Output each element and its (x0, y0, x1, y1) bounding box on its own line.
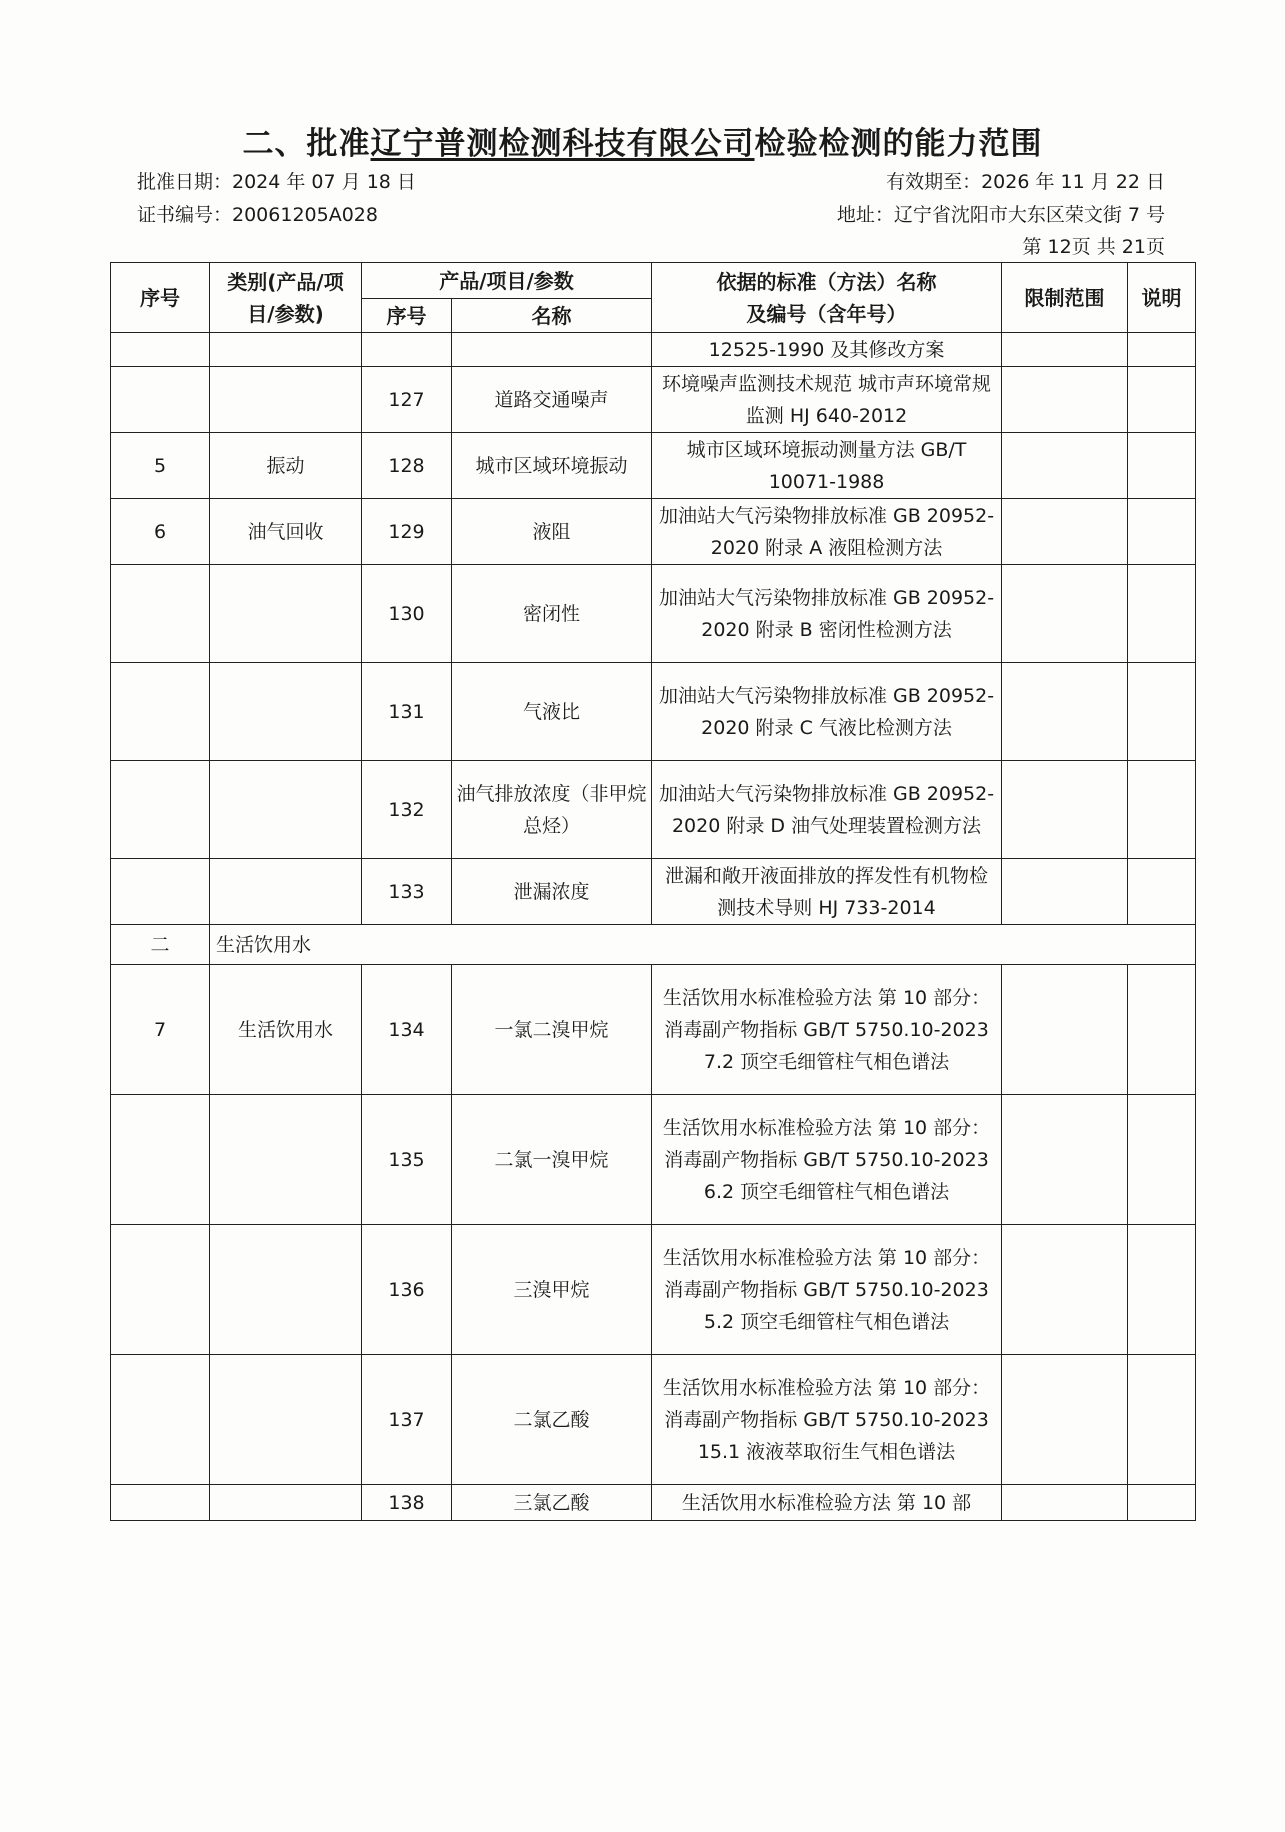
cell-item-name (452, 333, 652, 367)
cell-limit (1002, 499, 1128, 565)
cell-item-name: 一氯二溴甲烷 (452, 965, 652, 1095)
cell-note (1128, 1485, 1196, 1521)
cell-category: 振动 (210, 433, 362, 499)
cell-limit (1002, 859, 1128, 925)
cell-seq (111, 333, 210, 367)
cell-note (1128, 565, 1196, 663)
header-category: 类别(产品/项 目/参数) (210, 263, 362, 333)
cell-limit (1002, 333, 1128, 367)
cell-item-name: 二氯乙酸 (452, 1355, 652, 1485)
cell-item-name: 密闭性 (452, 565, 652, 663)
cell-limit (1002, 433, 1128, 499)
cell-standard: 生活饮用水标准检验方法 第 10 部分：消毒副产物指标 GB/T 5750.10-2023 7.2 顶空毛细管柱气相色谱法 (652, 965, 1002, 1095)
cell-seq (111, 367, 210, 433)
table-row (111, 663, 1196, 761)
cell-item-name: 三溴甲烷 (452, 1225, 652, 1355)
cell-note (1128, 333, 1196, 367)
cell-item-seq: 129 (362, 499, 452, 565)
cell-limit (1002, 1355, 1128, 1485)
cell-note (1128, 367, 1196, 433)
page-info: 第 12页 共 21页 (1022, 236, 1165, 258)
cell-seq (111, 663, 210, 761)
table-row (111, 761, 1196, 859)
cell-note (1128, 1355, 1196, 1485)
cell-limit (1002, 663, 1128, 761)
section-label: 生活饮用水 (210, 925, 1196, 965)
header-limit: 限制范围 (1002, 263, 1128, 333)
header-item-seq: 序号 (362, 299, 452, 333)
cell-item-name: 液阻 (452, 499, 652, 565)
cell-category (210, 1485, 362, 1521)
cell-item-name: 油气排放浓度（非甲烷总烃） (452, 761, 652, 859)
table-row (111, 1095, 1196, 1225)
header-seq: 序号 (111, 263, 210, 333)
cell-category (210, 367, 362, 433)
valid-until: 有效期至：2026 年 11 月 22 日 (886, 171, 1165, 193)
page-title (0, 118, 1285, 163)
table-row (111, 367, 1196, 433)
cell-category: 油气回收 (210, 499, 362, 565)
section-seq: 二 (111, 925, 210, 965)
cell-standard: 环境噪声监测技术规范 城市声环境常规监测 HJ 640-2012 (652, 367, 1002, 433)
cell-note (1128, 859, 1196, 925)
cell-seq (111, 859, 210, 925)
cell-item-seq: 133 (362, 859, 452, 925)
cell-seq (111, 565, 210, 663)
cell-item-seq: 134 (362, 965, 452, 1095)
cell-category (210, 859, 362, 925)
cell-limit (1002, 565, 1128, 663)
table-row (111, 433, 1196, 499)
cell-seq (111, 1095, 210, 1225)
cell-category (210, 565, 362, 663)
cell-item-name: 气液比 (452, 663, 652, 761)
section-row (111, 925, 1196, 965)
cell-item-seq: 130 (362, 565, 452, 663)
title-suffix: 检验检测的能力范围 (754, 126, 1043, 162)
cell-standard: 加油站大气污染物排放标准 GB 20952-2020 附录 C 气液比检测方法 (652, 663, 1002, 761)
address: 地址：辽宁省沈阳市大东区荣文街 7 号 (836, 204, 1165, 226)
cell-item-seq: 132 (362, 761, 452, 859)
cell-seq (111, 761, 210, 859)
cell-item-seq: 138 (362, 1485, 452, 1521)
cell-note (1128, 499, 1196, 565)
cell-note (1128, 1225, 1196, 1355)
cell-item-seq: 128 (362, 433, 452, 499)
cell-limit (1002, 1485, 1128, 1521)
table-row (111, 1225, 1196, 1355)
table-row (111, 565, 1196, 663)
cell-item-seq (362, 333, 452, 367)
cell-category (210, 1095, 362, 1225)
header-item-name: 名称 (452, 299, 652, 333)
cell-limit (1002, 367, 1128, 433)
cell-category (210, 761, 362, 859)
cell-standard: 泄漏和敞开液面排放的挥发性有机物检测技术导则 HJ 733-2014 (652, 859, 1002, 925)
scope-table (110, 262, 1196, 1521)
cell-item-seq: 136 (362, 1225, 452, 1355)
table-row (111, 1355, 1196, 1485)
cell-category (210, 1355, 362, 1485)
approval-date: 批准日期：2024 年 07 月 18 日 (137, 171, 416, 193)
cell-note (1128, 1095, 1196, 1225)
cell-item-name: 二氯一溴甲烷 (452, 1095, 652, 1225)
cell-seq (111, 1355, 210, 1485)
cell-standard: 12525-1990 及其修改方案 (652, 333, 1002, 367)
cell-note (1128, 433, 1196, 499)
header-note: 说明 (1128, 263, 1196, 333)
cell-item-seq: 135 (362, 1095, 452, 1225)
cell-seq (111, 1225, 210, 1355)
cell-item-seq: 137 (362, 1355, 452, 1485)
table-row (111, 499, 1196, 565)
table-row (111, 1485, 1196, 1521)
cell-category: 生活饮用水 (210, 965, 362, 1095)
cell-note (1128, 761, 1196, 859)
cell-category (210, 663, 362, 761)
header-product-group: 产品/项目/参数 (362, 263, 652, 299)
cell-seq (111, 1485, 210, 1521)
cell-limit (1002, 965, 1128, 1095)
cell-item-name: 三氯乙酸 (452, 1485, 652, 1521)
cell-item-name: 城市区域环境振动 (452, 433, 652, 499)
cell-category (210, 333, 362, 367)
cell-limit (1002, 1225, 1128, 1355)
cell-note (1128, 965, 1196, 1095)
cell-limit (1002, 761, 1128, 859)
cell-standard: 加油站大气污染物排放标准 GB 20952-2020 附录 D 油气处理装置检测方法 (652, 761, 1002, 859)
certificate-number: 证书编号：20061205A028 (137, 204, 378, 226)
cell-item-name: 泄漏浓度 (452, 859, 652, 925)
cell-seq: 5 (111, 433, 210, 499)
table-row (111, 859, 1196, 925)
cell-seq: 6 (111, 499, 210, 565)
cell-standard: 生活饮用水标准检验方法 第 10 部分：消毒副产物指标 GB/T 5750.10-2023 15.1 液液萃取衍生气相色谱法 (652, 1355, 1002, 1485)
cell-seq: 7 (111, 965, 210, 1095)
cell-standard: 生活饮用水标准检验方法 第 10 部分：消毒副产物指标 GB/T 5750.10-2023 5.2 顶空毛细管柱气相色谱法 (652, 1225, 1002, 1355)
cell-standard: 加油站大气污染物排放标准 GB 20952-2020 附录 B 密闭性检测方法 (652, 565, 1002, 663)
cell-standard: 生活饮用水标准检验方法 第 10 部 (652, 1485, 1002, 1521)
title-company: 辽宁普测检测科技有限公司 (370, 126, 755, 162)
title-prefix: 二、批准 (242, 126, 371, 162)
cell-category (210, 1225, 362, 1355)
cell-limit (1002, 1095, 1128, 1225)
cell-item-name: 道路交通噪声 (452, 367, 652, 433)
cell-standard: 加油站大气污染物排放标准 GB 20952-2020 附录 A 液阻检测方法 (652, 499, 1002, 565)
cell-item-seq: 127 (362, 367, 452, 433)
cell-standard: 生活饮用水标准检验方法 第 10 部分：消毒副产物指标 GB/T 5750.10-2023 6.2 顶空毛细管柱气相色谱法 (652, 1095, 1002, 1225)
cell-note (1128, 663, 1196, 761)
header-standard: 依据的标准（方法）名称 及编号（含年号） (652, 263, 1002, 333)
cell-item-seq: 131 (362, 663, 452, 761)
cell-standard: 城市区域环境振动测量方法 GB/T 10071-1988 (652, 433, 1002, 499)
table-row (111, 333, 1196, 367)
table-row (111, 965, 1196, 1095)
